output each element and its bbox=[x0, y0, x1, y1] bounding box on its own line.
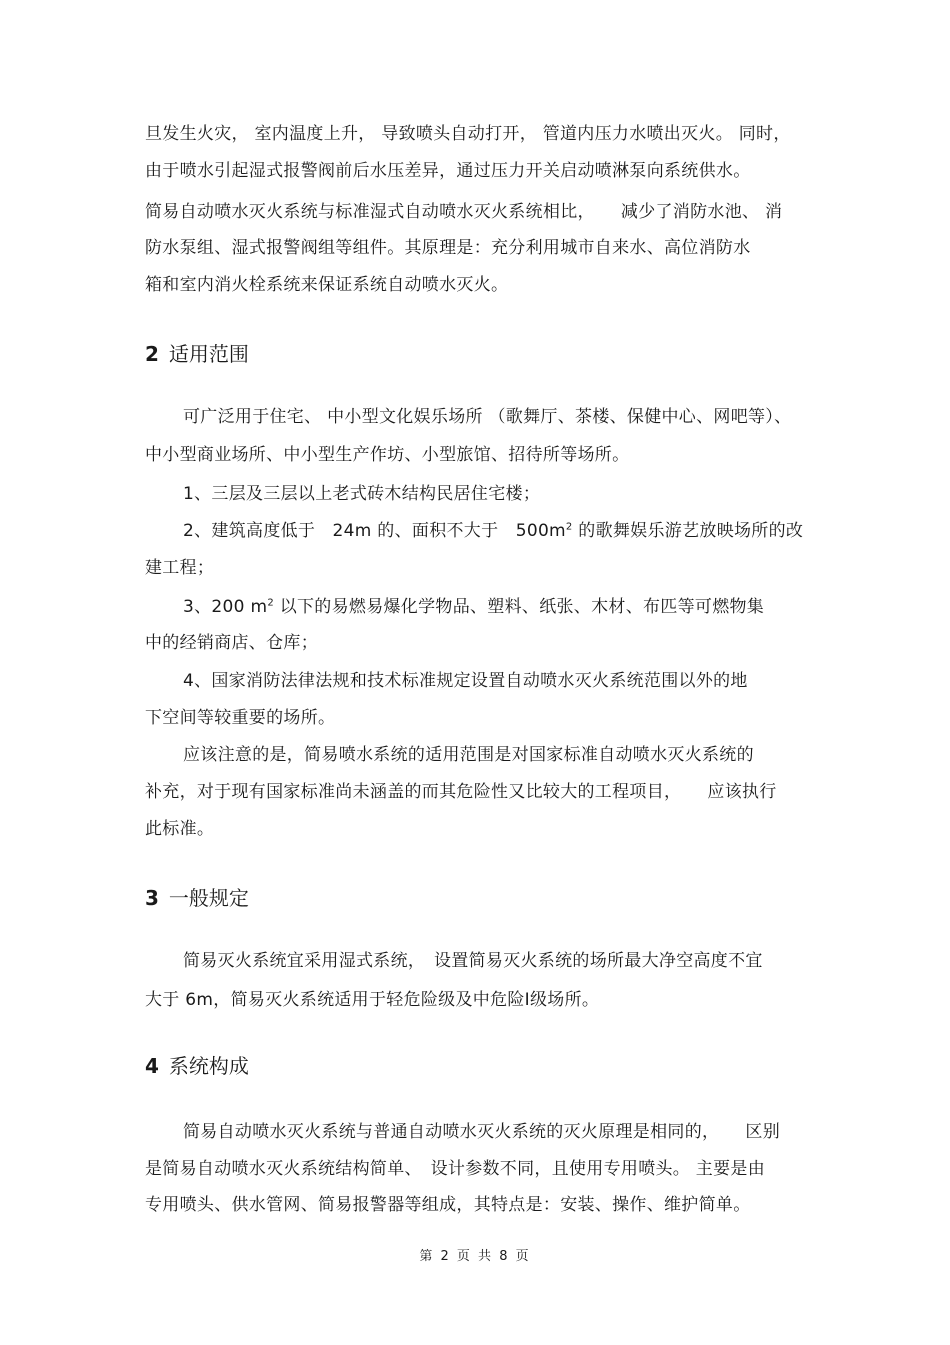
list-item: 2、建筑高度低于 24m 的、面积不大于 $500m^2$ 的歌舞娱乐游艺放映场所的改 bbox=[183, 521, 804, 541]
paragraph-line: 下空间等较重要的场所。 bbox=[145, 708, 336, 728]
paragraph-line: 中小型商业场所、中小型生产作坊、小型旅馆、招待所等场所。 bbox=[145, 445, 630, 465]
page-number-footer: 第 2 页 共 8 页 bbox=[419, 1249, 531, 1264]
paragraph-line: 防水泵组、湿式报警阀组等组件。其原理是：充分利用城市自来水、高位消防水 bbox=[145, 238, 751, 258]
paragraph-line: 补充，对于现有国家标准尚未涵盖的而其危险性又比较大的工程项目， 应该执行 bbox=[145, 782, 777, 802]
section-heading bbox=[145, 884, 249, 912]
list-item: 3、200 $m^2$ 以下的易燃易爆化学物品、塑料、纸张、木材、布匹等可燃物集 bbox=[183, 597, 765, 617]
section-title: 适用范围 bbox=[168, 342, 249, 366]
section-number: 2 bbox=[145, 342, 159, 366]
paragraph-line: 简易自动喷水灭火系统与普通自动喷水灭火系统的灭火原理是相同的， 区别 bbox=[183, 1122, 780, 1142]
section-title: 一般规定 bbox=[168, 886, 249, 910]
section-heading bbox=[145, 340, 249, 368]
section-heading bbox=[145, 1052, 249, 1080]
paragraph-line: 建工程； bbox=[145, 558, 215, 578]
paragraph-line: 箱和室内消火栓系统来保证系统自动喷水灭火。 bbox=[145, 275, 509, 295]
paragraph-line: 简易灭火系统宜采用湿式系统， 设置简易灭火系统的场所最大净空高度不宜 bbox=[183, 951, 763, 971]
list-item: 4、国家消防法律法规和技术标准规定设置自动喷水灭火系统范围以外的地 bbox=[183, 671, 748, 691]
paragraph-line: 简易自动喷水灭火系统与标准湿式自动喷水灭火系统相比， 减少了消防水池、 消 bbox=[145, 202, 783, 222]
paragraph-line: 中的经销商店、仓库； bbox=[145, 633, 318, 653]
paragraph-line: 此标准。 bbox=[145, 819, 215, 839]
paragraph-line: 由于喷水引起湿式报警阀前后水压差异，通过压力开关启动喷淋泵向系统供水。 bbox=[145, 161, 751, 181]
list-item: 1、三层及三层以上老式砖木结构民居住宅楼； bbox=[183, 484, 541, 504]
section-number: 4 bbox=[145, 1054, 159, 1078]
paragraph-line: 可广泛用于住宅、 中小型文化娱乐场所 （歌舞厅、茶楼、保健中心、网吧等）、 bbox=[183, 407, 792, 427]
paragraph-line: 大于 6m，简易灭火系统适用于轻危险级及中危险Ⅰ级场所。 bbox=[145, 990, 600, 1010]
paragraph-line: 专用喷头、供水管网、简易报警器等组成，其特点是：安装、操作、维护简单。 bbox=[145, 1195, 751, 1215]
paragraph-line: 旦发生火灾， 室内温度上升， 导致喷头自动打开， 管道内压力水喷出灭火。 同时， bbox=[145, 124, 791, 144]
section-number: 3 bbox=[145, 886, 159, 910]
paragraph-line: 是简易自动喷水灭火系统结构简单、 设计参数不同，且使用专用喷头。 主要是由 bbox=[145, 1159, 766, 1179]
paragraph-line: 应该注意的是，简易喷水系统的适用范围是对国家标准自动喷水灭火系统的 bbox=[183, 745, 754, 765]
section-title: 系统构成 bbox=[168, 1054, 249, 1078]
